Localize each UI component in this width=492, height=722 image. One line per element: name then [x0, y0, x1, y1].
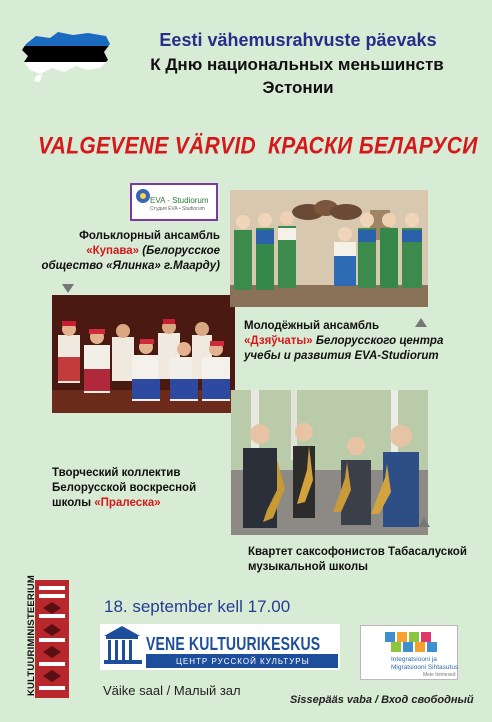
- title-russian-line2: Эстонии: [262, 78, 334, 97]
- integration-foundation-logo: Integratsiooni ja Migratsiooni Sihtasutus Meie Inimesed: [360, 625, 458, 680]
- event-title-russian: КРАСКИ БЕЛАРУСИ: [268, 133, 478, 160]
- estonia-flag-map: [18, 26, 118, 86]
- eva-studiorum-logo: EVA - Studiorum Студия EVA • Studiorum: [130, 183, 218, 221]
- caption-quartet: Квартет саксофонистов Табасалуской музыкальной школы: [248, 546, 467, 573]
- caption-dzyauchaty: Молодёжный ансамбль «Дзяўчаты» Белорусского центра учебы и развития EVA-Studiorum: [244, 320, 444, 362]
- venue-subtitle: ЦЕНТР РУССКОЙ КУЛЬТУРЫ: [176, 657, 310, 666]
- ministry-name: KULTUURIMINISTEERIUM: [26, 575, 37, 696]
- event-date: 18. september kell 17.00: [104, 597, 291, 616]
- title-russian-line1: К Дню национальных меньшинств: [150, 55, 444, 74]
- entry-info: Sissepääs vaba / Вход свободный: [290, 694, 474, 706]
- caption-kupava: Фольклорный ансамбль «Купава» (Белорусское общество «Ялинка» г.Маарду): [41, 230, 220, 272]
- title-estonian: Eesti vähemusrahvuste päevaks: [159, 30, 437, 50]
- photo-kupava-ensemble: [52, 295, 235, 413]
- arrow-up-icon: [418, 518, 430, 527]
- photo-dzyauchaty-ensemble: [230, 190, 428, 307]
- hall-name: Väike saal / Малый зал: [103, 683, 241, 698]
- puzzle-icon: [365, 630, 455, 654]
- event-title-estonian: VALGEVENE VÄRVID: [38, 133, 256, 160]
- arrow-down-icon: [62, 284, 74, 293]
- caption-praleska: Творческий коллектив Белорусской воскресной школы «Пралеска»: [52, 467, 197, 509]
- venue-name: VENE KULTUURIKESKUS: [146, 634, 321, 654]
- photo-saxophone-quartet: [231, 390, 428, 535]
